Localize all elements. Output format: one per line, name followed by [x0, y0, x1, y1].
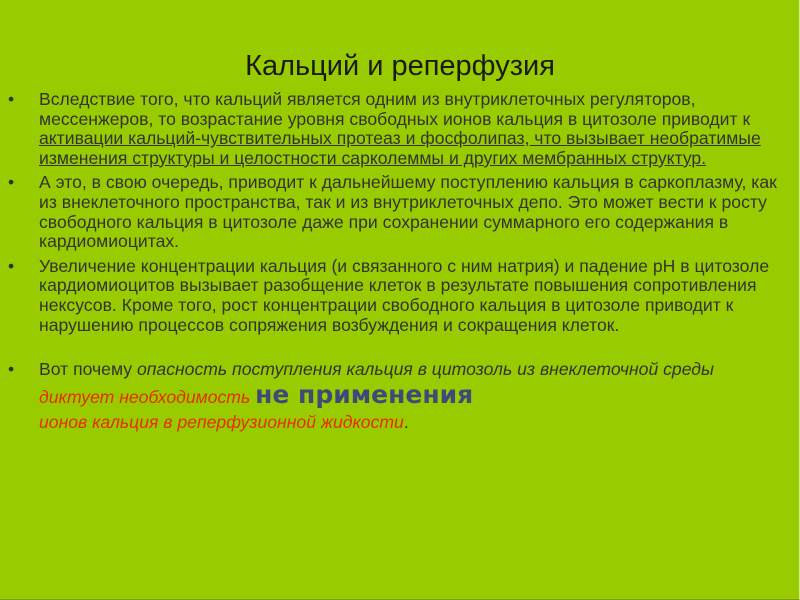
bullet-marker: •: [8, 172, 15, 193]
bullet-4-lead-text: Вот почему: [39, 359, 137, 380]
bullet-1-underlined-text: активации кальций-чувствительных протеаз и фосфолипаз, что вызывает необратимые изменения структуры и целостности сарколеммы и других мембранных структур.: [39, 128, 761, 168]
bullet-list: [0, 87, 800, 435]
bullet-4-italic-text: опасность поступления кальция в цитозоль из внеклеточной среды: [136, 359, 714, 380]
bullet-4-emphasis-text: не применения: [255, 380, 474, 410]
bullet-marker: •: [8, 255, 15, 276]
bullet-4-red-text: диктует необходимость: [39, 387, 256, 408]
bullet-item-3: [0, 257, 800, 335]
bullet-2-text: А это, в свою очередь, приводит к дальнейшему поступлению кальция в саркоплазму, как из внеклеточного пространства, так и из внутриклеточных депо. Это может вести к росту свободного кальция в цитозоле даже при сохранении суммарного его содержания в кардиомиоцитах.: [39, 172, 777, 252]
slide-title: Кальций и реперфузия: [245, 50, 555, 82]
bullet-marker: •: [8, 359, 15, 380]
bullet-marker: •: [8, 89, 15, 109]
bullet-4-end-text: .: [403, 412, 409, 433]
bullet-1-text: Вследствие того, что кальций является одним из внутриклеточных регуляторов, мессенжеров, то возрастание уровня свободных ионов кальция в цитозоле приводит к: [39, 89, 751, 129]
bullet-3-text: Увеличение концентрации кальция (и связанного с ним натрия) и падение pH в цитозоле кардиомиоцитов вызывает разобщение клеток в результате повышения сопротивления нексусов. Кроме того, рост концентрации свободного кальция в цитозоле приводит к нарушению процессов сопряжения возбуждения и сокращения клеток.: [39, 255, 770, 335]
bullet-item-2: [0, 173, 800, 251]
bullet-item-1: [0, 90, 800, 168]
bullet-4-red-text-2: ионов кальция в реперфузионной жидкости: [39, 412, 404, 433]
bullet-item-4: [0, 357, 800, 435]
